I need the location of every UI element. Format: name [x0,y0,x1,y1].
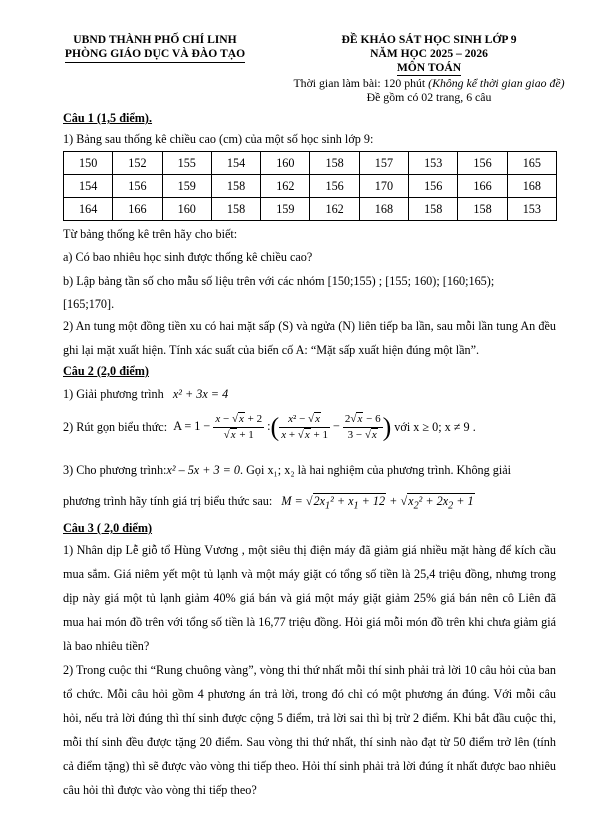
q1-part-b-line1: b) Lập bảng tần số cho mẫu số liệu trên với các nhóm [150;155) ; [155; 160); [160;165); [63,274,495,288]
table-cell: 158 [458,198,507,221]
height-table [63,151,557,221]
table-cell: 152 [113,152,162,175]
table-cell: 158 [409,198,458,221]
table-cell: 158 [211,198,260,221]
table-cell: 165 [507,152,556,175]
q3-part-1: 1) Nhân dịp Lễ giỗ tổ Hùng Vương , một siêu thị điện máy đã giảm giá nhiều mặt hàng để kích cầu mua sắm. Giá niêm yết một tủ lạnh và một máy giặt có tổng số tiền là 25,4 triệu đồng, nhưng trong dịp này giá một tủ lạnh giảm 40% giá bán và giá một máy giặt giảm 25% giá bán nên cô Liên đã mua hai món đồ trên với tổng số tiền là 16,77 triệu đồng. Hỏi giá mỗi món đồ trên khi chưa giảm giá là bao nhiêu tiền? [63,543,556,653]
table-cell: 154 [64,175,113,198]
table-cell: 162 [310,198,359,221]
table-cell: 168 [507,175,556,198]
pages-note: Đề gồm có 02 trang, 6 câu [366,90,492,104]
table-row [64,175,557,198]
table-cell: 156 [458,152,507,175]
table-cell: 164 [64,198,113,221]
org-header [40,33,270,63]
table-cell: 159 [261,198,310,221]
table-cell: 156 [310,175,359,198]
table-cell: 170 [359,175,408,198]
exam-header [270,33,588,104]
table-cell: 158 [310,152,359,175]
time-note: (Không kể thời gian giao đề) [428,76,565,90]
q2-title: Câu 2 (2,0 điểm) [63,364,149,378]
table-cell: 155 [162,152,211,175]
q2-eq-1: x² + 3x = 4 [172,387,229,401]
school-year: NĂM HỌC 2025 – 2026 [370,47,488,60]
table-cell: 159 [162,175,211,198]
subject-title: MÔN TOÁN [396,61,462,74]
q1-part-b-line2: [165;170]. [63,297,115,311]
table-cell: 153 [507,198,556,221]
expr-M: $M = √2x_1^2 + x_1 + 12 + √x_2^2 + 2x_2 + 1$ [281,494,474,512]
time-info: Thời gian làm bài: 120 phút (Không kể thời gian giao đề) [293,76,565,90]
table-row [64,152,557,175]
q1-part-2: 2) An tung một đồng tiền xu có hai mặt sấp (S) và ngửa (N) liên tiếp ba lần, sau mỗi lần tung An đều ghi lại mặt xuất hiện. Tính xác suất của biến cố A: “Mặt sấp xuất hiện đúng một lần”. [63,319,556,357]
table-cell: 168 [359,198,408,221]
q3-title: Câu 3 ( 2,0 điểm) [63,521,153,535]
table-cell: 150 [64,152,113,175]
q1-intro: 1) Bảng sau thống kê chiều cao (cm) của một số học sinh lớp 9: [63,132,374,146]
table-cell: 162 [261,175,310,198]
table-cell: 154 [211,152,260,175]
table-cell: 160 [261,152,310,175]
q1-part-a: a) Có bao nhiêu học sinh được thống kê chiều cao? [63,250,313,264]
table-cell: 153 [409,152,458,175]
table-cell: 157 [359,152,408,175]
org-line-2: PHÒNG GIÁO DỤC VÀ ĐÀO TẠO [65,47,245,63]
expr-A: A = 1 − $\frac{x - √x + 2}{√x + 1}$ :( $\frac{\text{x² − √x}}{x + √x + 1}$ − $\frac{2√x - 6}{3 - √x}$ ) [170,413,392,442]
org-line-1: UBND THÀNH PHỐ CHÍ LINH [73,33,237,46]
table-cell: 160 [162,198,211,221]
q2-part-3-line1: 3) Cho phương trình:x² – 5x + 3 = 0. Gọi x₁; x₂ là hai nghiệm của phương trình. Không giải [63,463,512,477]
table-cell: 156 [409,175,458,198]
q2-part-3-line2: phương trình hãy tính giá trị biểu thức sau: $M = √2x_1^2 + x_1 + 12 + √x_2^2 + 2x_2 + 1$ [63,494,474,512]
table-cell: 166 [458,175,507,198]
exam-title: ĐỀ KHẢO SÁT HỌC SINH LỚP 9 [341,33,517,46]
q2-part-2: 2) Rút gọn biểu thức: A = 1 − $\frac{x - √x + 2}{√x + 1}$ :( $\frac{\text{x² − √x}}{x + √x + 1}$ − $\frac{2√x - 6}{3 - √x}$ ) với x ≥ 0; x ≠ 9 . [63,413,476,442]
q1-title: Câu 1 (1,5 điểm). [63,111,153,125]
table-cell: 166 [113,198,162,221]
table-row [64,198,557,221]
q2-condition: với x ≥ 0; x ≠ 9 . [394,420,476,434]
table-cell: 156 [113,175,162,198]
q2-part-1: 1) Giải phương trình x² + 3x = 4 [63,387,229,401]
q1-after-table: Từ bảng thống kê trên hãy cho biết: [63,227,238,241]
table-cell: 158 [211,175,260,198]
q3-part-2: 2) Trong cuộc thi “Rung chuông vàng”, vòng thi thứ nhất mỗi thí sinh phải trả lời 10 câu hỏi của ban tổ chức. Mỗi câu hỏi gồm 4 phương án trả lời, trong đó chỉ có một phương án đúng. Với mỗi câu hỏi, nếu trả lời đúng thì thí sinh được cộng 5 điểm, trả lời sai thì bị trừ 2 điểm. Khi bắt đầu cuộc thi, mỗi thí sinh đều được tặng 20 điểm. Sau vòng thi thứ nhất, thí sinh nào đạt từ 50 điểm trở lên (tính cả điểm tặng) thì sẽ được vào vòng thi tiếp theo. Hỏi thí sinh phải trả lời đúng ít nhất được bao nhiêu câu hỏi thì được vào vòng thi tiếp theo? [63,663,556,797]
